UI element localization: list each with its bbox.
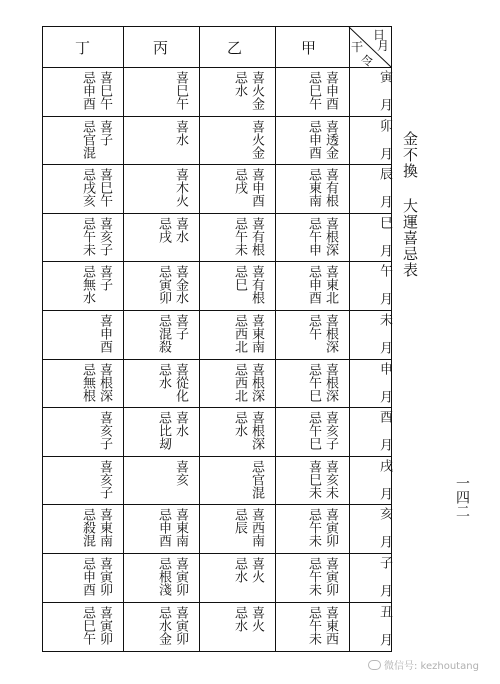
row-divider — [43, 602, 391, 603]
cell-ding — [43, 118, 123, 165]
page-number: 一四二 — [454, 476, 470, 518]
cell-text: 喜火 — [249, 605, 264, 632]
cell-text: 喜子 — [173, 314, 188, 340]
cell-text: 喜子 — [97, 265, 112, 292]
cell-text: 喜透金 — [323, 119, 338, 159]
cell-jia — [275, 409, 349, 456]
cell-text: 忌官混 — [249, 459, 264, 499]
cell-text: 喜根深 — [323, 362, 338, 402]
cell-text: 喜根深 — [323, 216, 338, 256]
cell-text: 喜水 — [173, 411, 188, 438]
cell-text: 忌午未 — [232, 216, 247, 256]
cell-text: 喜子 — [97, 119, 112, 146]
month-label: 巳 月 — [377, 215, 392, 257]
cell-text: 忌申酉 — [306, 119, 321, 159]
cell-jia — [275, 118, 349, 165]
cell-yi — [199, 604, 275, 651]
cell-text: 喜巳午 — [97, 71, 112, 110]
cell-text: 忌辰 — [232, 508, 247, 535]
cell-text: 喜寅卯 — [173, 557, 188, 596]
cell-bing — [123, 458, 199, 505]
cell-text: 喜水 — [173, 119, 188, 146]
cell-yi — [199, 458, 275, 505]
cell-text: 忌水 — [156, 362, 171, 389]
cell-text: 忌午未 — [306, 508, 321, 548]
cell-text: 喜巳午 — [97, 168, 112, 208]
row-divider — [43, 553, 391, 554]
cell-text: 忌午巳 — [306, 362, 321, 402]
cell-text: 忌戌 — [156, 216, 171, 243]
cell-text: 忌水 — [232, 411, 247, 438]
cell-text: 喜寅卯 — [97, 557, 112, 596]
cell-bing — [123, 409, 199, 456]
cell-text: 喜木火 — [173, 168, 188, 208]
cell-text: 喜有根 — [249, 265, 264, 305]
cell-text: 忌午巳 — [306, 411, 321, 451]
cell-text: 喜東南 — [249, 314, 264, 353]
cell-text: 忌巳午 — [80, 605, 95, 645]
cell-text: 喜金水 — [173, 265, 188, 305]
cell-text: 喜亥子 — [97, 216, 112, 256]
corner-ling: 令 — [361, 54, 374, 68]
cell-jia — [275, 506, 349, 553]
cell-bing — [123, 312, 199, 359]
cell-bing — [123, 555, 199, 602]
cell-jia — [275, 361, 349, 408]
cell-text: 喜亥子 — [97, 459, 112, 499]
cell-jia — [275, 69, 349, 116]
cell-text: 喜亥子 — [97, 411, 112, 451]
cell-jia — [275, 215, 349, 262]
cell-text: 喜亥子 — [323, 411, 338, 451]
cell-ding — [43, 215, 123, 262]
header-bing: 丙 — [153, 39, 169, 57]
cell-bing — [123, 361, 199, 408]
cell-bing — [123, 215, 199, 262]
cell-ding — [43, 263, 123, 310]
cell-text: 忌戌 — [232, 168, 247, 195]
cell-ding — [43, 506, 123, 553]
header-divider — [43, 67, 391, 68]
cell-bing — [123, 506, 199, 553]
cell-text: 忌根淺 — [156, 557, 171, 596]
cell-text: 喜火金 — [249, 119, 264, 159]
cell-text: 忌巳 — [232, 265, 247, 292]
row-divider — [43, 456, 391, 457]
row-divider — [43, 261, 391, 262]
fortune-table — [42, 26, 392, 652]
cell-jia — [275, 312, 349, 359]
cell-text: 忌混殺 — [156, 314, 171, 353]
cell-text: 忌西北 — [232, 314, 247, 353]
month-label: 辰 月 — [377, 167, 392, 209]
row-divider — [43, 359, 391, 360]
row-divider — [43, 164, 391, 165]
cell-bing — [123, 604, 199, 651]
corner-stem: 干 — [351, 40, 364, 54]
month-label: 寅 月 — [377, 70, 392, 111]
cell-yi — [199, 215, 275, 262]
cell-jia — [275, 555, 349, 602]
cell-text: 喜申酉 — [97, 314, 112, 353]
cell-text: 喜火金 — [249, 71, 264, 110]
cell-text: 忌水 — [232, 605, 247, 632]
cell-text: 喜寅卯 — [97, 605, 112, 645]
cell-text: 喜亥未 — [323, 459, 338, 499]
cell-text: 忌午未 — [306, 605, 321, 645]
cell-text: 忌寅卯 — [156, 265, 171, 305]
cell-text: 喜東北 — [323, 265, 338, 305]
cell-text: 忌無水 — [80, 265, 95, 305]
cell-jia — [275, 166, 349, 213]
corner-month: 月 — [377, 39, 390, 53]
cell-text: 忌水 — [232, 71, 247, 97]
cell-text: 忌殺混 — [80, 508, 95, 548]
cell-text: 喜東南 — [97, 508, 112, 548]
row-divider — [43, 407, 391, 408]
cell-yi — [199, 263, 275, 310]
cell-bing — [123, 263, 199, 310]
cell-yi — [199, 166, 275, 213]
wechat-icon — [368, 660, 381, 670]
cell-ding — [43, 555, 123, 602]
header-jia: 甲 — [301, 39, 317, 57]
cell-text: 喜東西 — [323, 605, 338, 645]
cell-text: 喜西南 — [249, 508, 264, 548]
month-label: 酉 月 — [377, 410, 392, 452]
month-label: 申 月 — [377, 361, 392, 403]
cell-text: 忌無根 — [80, 362, 95, 402]
cell-jia — [275, 604, 349, 651]
cell-text: 忌戌亥 — [80, 168, 95, 208]
cell-text: 喜巳午 — [173, 71, 188, 110]
cell-bing — [123, 118, 199, 165]
cell-text: 喜東南 — [173, 508, 188, 548]
cell-ding — [43, 409, 123, 456]
cell-yi — [199, 506, 275, 553]
row-divider — [43, 504, 391, 505]
cell-yi — [199, 361, 275, 408]
cell-jia — [275, 458, 349, 505]
cell-text: 忌申酉 — [156, 508, 171, 548]
cell-ding — [43, 361, 123, 408]
cell-text: 喜申酉 — [249, 168, 264, 208]
cell-ding — [43, 312, 123, 359]
cell-text: 忌西北 — [232, 362, 247, 402]
cell-text: 忌比刼 — [156, 411, 171, 451]
cell-text: 喜根深 — [323, 314, 338, 353]
month-label: 子 月 — [377, 556, 392, 597]
cell-yi — [199, 118, 275, 165]
month-label: 卯 月 — [377, 118, 392, 160]
month-label: 午 月 — [377, 264, 392, 306]
cell-text: 忌午 — [306, 314, 321, 340]
page-side-title: 金不換 大運喜忌表 — [401, 131, 419, 278]
cell-yi — [199, 312, 275, 359]
month-label: 未 月 — [377, 313, 392, 354]
cell-ding — [43, 69, 123, 116]
cell-text: 忌水金 — [156, 605, 171, 645]
cell-bing — [123, 166, 199, 213]
column-divider — [349, 27, 350, 651]
watermark — [368, 657, 479, 672]
cell-ding — [43, 604, 123, 651]
cell-text: 喜根深 — [97, 362, 112, 402]
header-ding: 丁 — [75, 39, 91, 57]
cell-text: 忌午未 — [80, 216, 95, 256]
row-divider — [43, 310, 391, 311]
cell-text: 喜寅卯 — [323, 557, 338, 596]
cell-text: 喜寅卯 — [323, 508, 338, 548]
cell-text: 忌申酉 — [80, 71, 95, 110]
watermark-text: 微信号: kezhoutang — [384, 661, 479, 672]
row-divider — [43, 116, 391, 117]
row-divider — [43, 213, 391, 214]
cell-text: 喜根深 — [249, 411, 264, 451]
cell-text: 忌申酉 — [80, 557, 95, 596]
cell-jia — [275, 263, 349, 310]
cell-text: 喜有根 — [249, 216, 264, 256]
cell-text: 喜有根 — [323, 168, 338, 208]
cell-ding — [43, 166, 123, 213]
month-label: 戌 月 — [377, 458, 392, 500]
cell-text: 忌巳午 — [306, 71, 321, 110]
corner-day: 日 — [373, 28, 386, 42]
cell-text: 忌官混 — [80, 119, 95, 159]
cell-text: 喜水 — [173, 216, 188, 243]
cell-text: 喜寅卯 — [173, 605, 188, 645]
month-label: 丑 月 — [377, 604, 392, 646]
cell-bing — [123, 69, 199, 116]
cell-text: 喜根深 — [249, 362, 264, 402]
cell-text: 忌午申 — [306, 216, 321, 256]
cell-yi — [199, 555, 275, 602]
cell-text: 忌水 — [232, 557, 247, 583]
cell-text: 忌東南 — [306, 168, 321, 208]
header-yi: 乙 — [227, 39, 243, 57]
cell-text: 喜申酉 — [323, 71, 338, 110]
cell-ding — [43, 458, 123, 505]
cell-text: 忌午未 — [306, 557, 321, 596]
cell-text: 喜從化 — [173, 362, 188, 402]
cell-text: 喜火 — [249, 557, 264, 583]
month-label: 亥 月 — [377, 507, 392, 549]
cell-yi — [199, 409, 275, 456]
cell-yi — [199, 69, 275, 116]
cell-text: 喜巳未 — [306, 459, 321, 499]
cell-text: 忌申酉 — [306, 265, 321, 305]
cell-text: 喜亥 — [173, 459, 188, 486]
